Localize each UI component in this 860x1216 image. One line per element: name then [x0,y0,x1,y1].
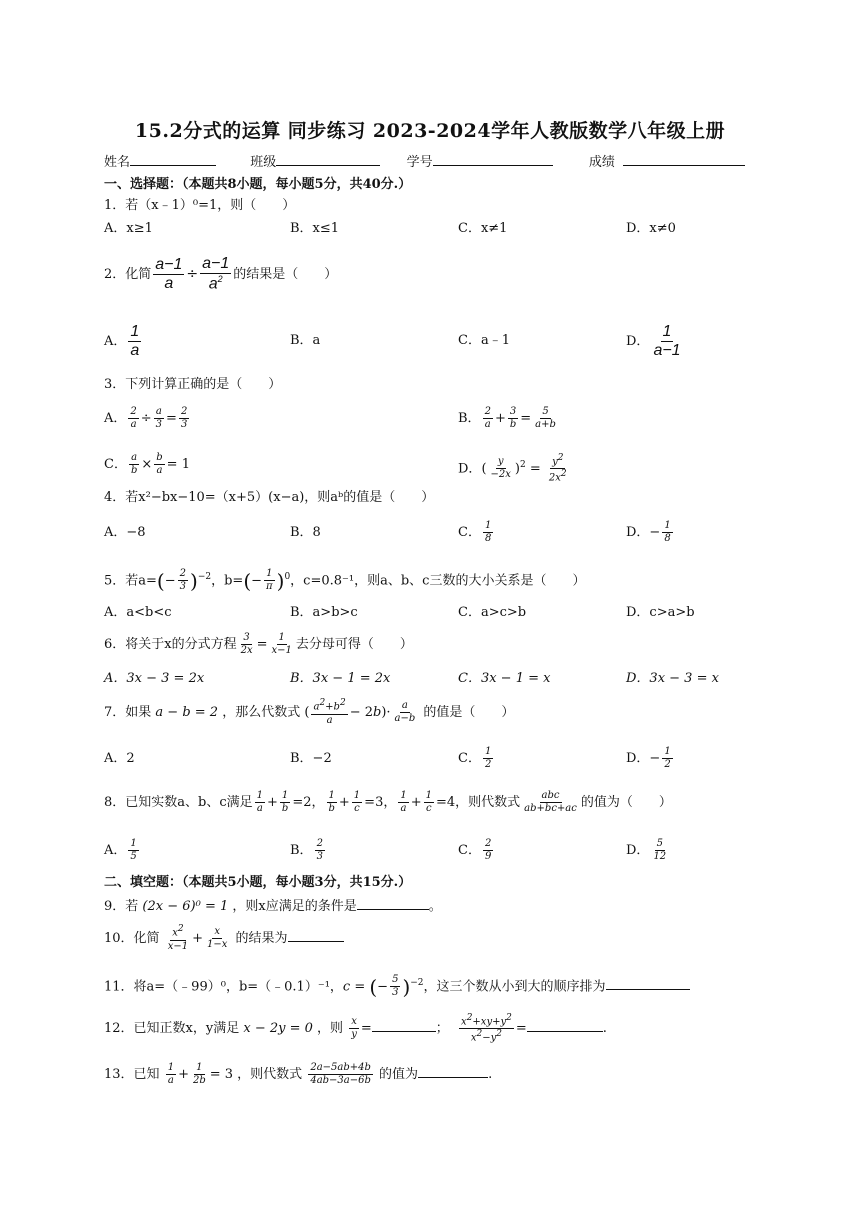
q6-option-d[interactable]: D．3x − 3 = x [626,671,719,686]
q13-stem: 13．已知 $\frac{1}{a}$ + $\frac{1}{2b}$ = 3 ，则代数式 $\frac{2a-5ab+4b}{4ab-3a-6b}$ 的值为 . [104,1062,493,1086]
q1-option-d[interactable]: D．x≠0 [626,221,676,236]
name-blank[interactable] [130,152,216,166]
q12-stem: 12．已知正数x，y满足 x − 2y = 0 ，则 $\frac{x}{y}$ = ； $\frac{x^2+xy+y^2}{x^2-y^2}$ = . [104,1012,607,1044]
q7-stem: 7．如果 a − b = 2 ，那么代数式 ( $\frac{a^2+b^2}{a}$ − 2b)· $\frac{a}{a-b}$ 的值是（ ） [104,698,515,726]
q3-option-c[interactable]: C． $\frac{a}{b}$ × $\frac{b}{a}$ = 1 [104,452,190,476]
page-title: 15.2分式的运算 同步练习 2023-2024学年人教版数学八年级上册 [134,120,726,142]
q10-stem: 10．化简 $\frac{x^2}{x-1}$ + $\frac{x}{1-x}$ 的结果为 [104,922,344,956]
q4-option-b[interactable]: B．8 [290,525,321,540]
q2-option-b[interactable]: B．a [290,333,321,348]
score-label: 成绩 [588,155,615,170]
q2-option-d[interactable]: D． $\frac{1}{a-1}$ [626,323,681,359]
q9-answer-blank[interactable] [357,896,429,910]
q6-stem: 6．将关于x的分式方程 $\frac{3}{2x}$ = $\frac{1}{x-1}$ 去分母可得（ ） [104,632,413,656]
fill-section-header: 二、填空题：（本题共5小题，每小题3分，共15分.） [104,875,412,890]
q8-stem: 8．已知实数a、b、c满足 $\frac{1}{a}$ + $\frac{1}{b}$ =2， $\frac{1}{b}$ + $\frac{1}{c}$ =3， $\frac{1}{a}$ + $\frac{1}{c}$ =4，则代数式 $\frac{\text{abc}}{ab+bc+ac}$ 的值为（ ） [104,790,672,814]
q5-stem: 5．若a=(− $\frac{2}{3}$ )$^{-2}$，b=(− $\frac{1}{\pi}$ )$^0$，c=0.8⁻¹，则a、b、c三数的大小关系是（ ） [104,568,586,593]
q7-option-a[interactable]: A．2 [104,751,135,766]
q5-option-a[interactable]: A．a<b<c [104,605,172,620]
q7-option-d[interactable]: D．− $\frac{1}{2}$ [626,746,671,770]
class-label: 班级 [250,155,277,170]
q13-answer-blank[interactable] [418,1064,488,1078]
q4-option-d[interactable]: D．− $\frac{1}{8}$ [626,520,671,544]
q2-suffix: 的结果是（ ） [233,267,338,282]
q12-answer-blank-2[interactable] [527,1018,603,1032]
score-blank[interactable] [623,152,745,166]
q2-option-a[interactable]: A． $\frac{1}{a}$ [104,323,140,359]
q4-option-a[interactable]: A．−8 [104,525,146,540]
q7-option-b[interactable]: B．−2 [290,751,332,766]
q8-option-c[interactable]: C． $\frac{2}{9}$ [458,838,492,862]
q1-option-b[interactable]: B．x≤1 [290,221,340,236]
q2-expression: $\frac{a-1}{a}$ ÷ $\frac{a-1}{a^2}$ [155,255,230,293]
name-label: 姓名 [104,155,131,170]
q8-option-d[interactable]: D． $\frac{5}{12}$ [626,838,667,862]
id-blank[interactable] [433,152,553,166]
q2-prefix: 2．化简 [104,267,152,282]
q11-answer-blank[interactable] [606,976,690,990]
q12-answer-blank-1[interactable] [372,1018,436,1032]
q5-option-d[interactable]: D．c>a>b [626,605,695,620]
q5-option-c[interactable]: C．a>c>b [458,605,527,620]
id-label: 学号 [406,155,433,170]
q1-option-a[interactable]: A．x≥1 [104,221,153,236]
q6-option-b[interactable]: B．3x − 1 = 2x [290,671,391,686]
q8-option-a[interactable]: A． $\frac{1}{5}$ [104,838,137,862]
q5-option-b[interactable]: B．a>b>c [290,605,358,620]
q3-option-b[interactable]: B． $\frac{2}{a}$ + $\frac{3}{b}$ = $\frac{5}{a+b}$ [458,406,556,430]
q3-option-d[interactable]: D．( $\frac{y}{-2x}$ )$^2$ = $\frac{y^2}{2x^2}$ [458,453,567,484]
q1-option-c[interactable]: C．x≠1 [458,221,508,236]
q3-stem: 3．下列计算正确的是（ ） [104,377,282,392]
q2-option-c[interactable]: C．a﹣1 [458,333,510,348]
choice-section-header: 一、选择题：（本题共8小题，每小题5分，共40分.） [104,177,412,192]
student-info-row [104,152,745,172]
q11-stem: 11．将a=（﹣99）⁰，b=（﹣0.1）⁻¹，c = (− $\frac{5}{3}$ )$^{-2}$，这三个数从小到大的顺序排为 [104,966,690,1004]
q1-stem: 1．若（x﹣1）⁰=1，则（ ） [104,198,296,213]
q6-option-a[interactable]: A．3x − 3 = 2x [104,671,205,686]
q8-option-b[interactable]: B． $\frac{2}{3}$ [290,838,323,862]
q10-answer-blank[interactable] [288,928,344,942]
q2-stem [104,252,337,297]
q9-stem: 9．若 (2x − 6)⁰ = 1 ，则x应满足的条件是 。 [104,896,442,916]
q4-option-c[interactable]: C． $\frac{1}{8}$ [458,520,492,544]
q3-option-a[interactable]: A． $\frac{2}{a}$ ÷ $\frac{a}{3}$ = $\frac{2}{3}$ [104,406,188,430]
q4-stem: 4．若x²−bx−10=（x+5）(x−a)，则aᵇ的值是（ ） [104,490,435,505]
q7-option-c[interactable]: C． $\frac{1}{2}$ [458,746,492,770]
class-blank[interactable] [276,152,380,166]
q6-option-c[interactable]: C．3x − 1 = x [458,671,551,686]
